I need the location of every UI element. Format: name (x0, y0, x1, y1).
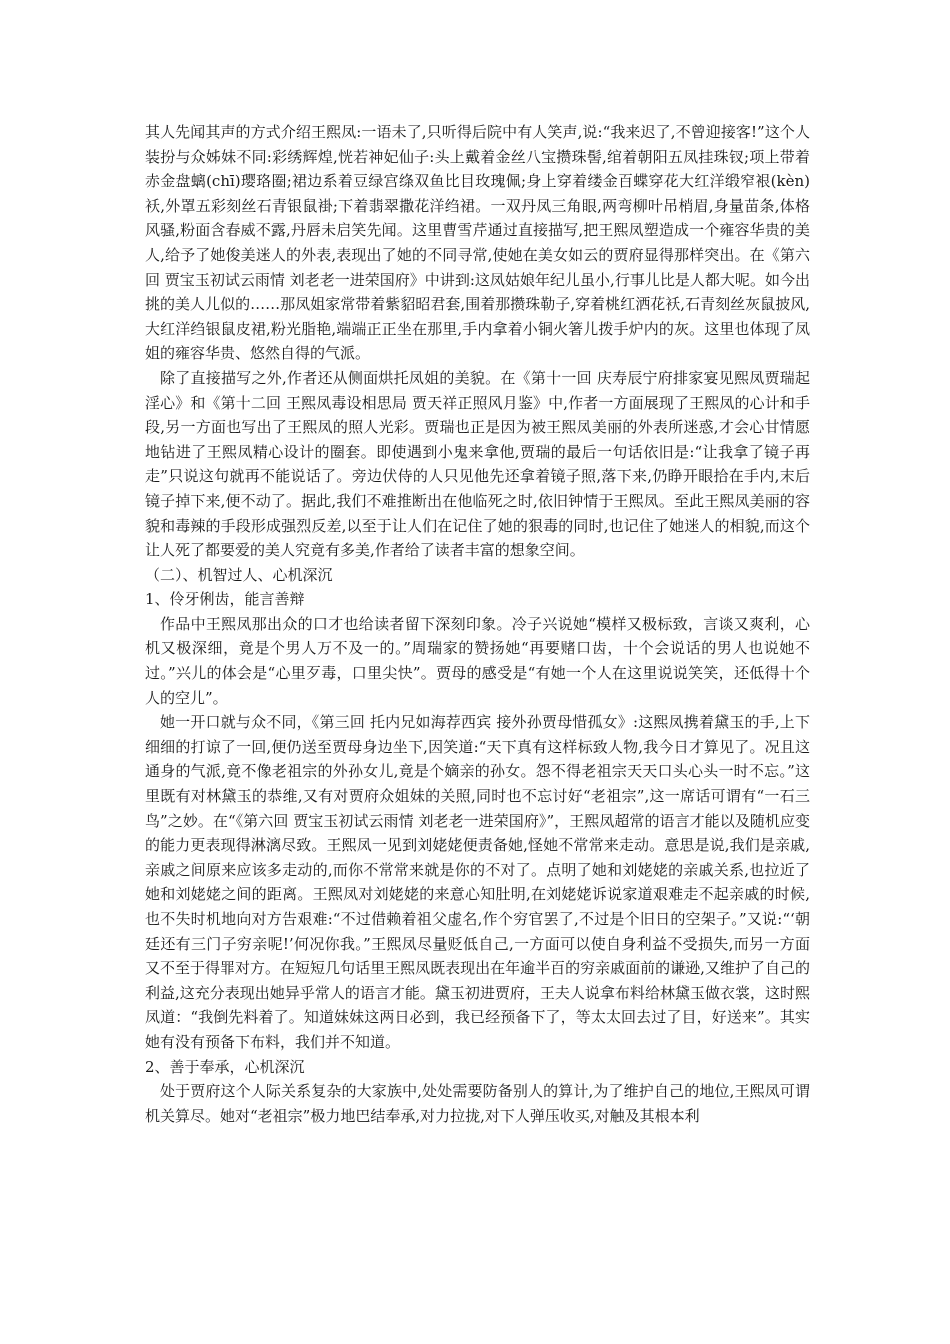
subsection-heading-eloquence: 1、伶牙俐齿，能言善辩 (145, 590, 305, 609)
document-page (145, 120, 810, 1128)
paragraph-eloquence-examples: 她一开口就与众不同，《第三回 托内兄如海荐西宾 接外孙贾母惜孤女》:这熙凤携着黛玉的手,上下细细的打谅了一回,便仍送至贾母身边坐下,因笑道:“天下真有这样标致人物,我今日才算见了。况且这通身的气派,竟不像老祖宗的外孙女儿,竟是个嫡亲的孙女。怨不得老祖宗天天口头心头一时不忘。”这里既有对林黛玉的恭维,又有对贾府众姐妹的关照,同时也不忘讨好“老祖宗”,这一席话可谓有“一石三鸟”之妙。在“《第六回 贾宝玉初试云雨情 刘老老一进荣国府》”，王熙凤超常的语言才能以及随机应变的能力更表现得淋漓尽致。王熙凤一见到刘姥姥便责备她,怪她不常常来走动。意思是说,我们是亲戚,亲戚之间原来应该多走动的,而你不常常来就是你的不对了。点明了她和刘姥姥的亲戚关系,也拉近了她和刘姥姥之间的距离。王熙凤对刘姥姥的来意心知肚明,在刘姥姥诉说家道艰难走不起亲戚的时候,也不失时机地向对方告艰难:“不过借赖着祖父虚名,作个穷官罢了,不过是个旧日的空架子。”又说:“‘朝廷还有三门子穷亲呢!’何况你我。”王熙凤尽量贬低自己,一方面可以使自身利益不受损失,而另一方面又不至于得罪对方。在短短几句话里王熙凤既表现出在年逾半百的穷亲戚面前的谦逊,又维护了自己的利益,这充分表现出她异乎常人的语言才能。黛玉初进贾府，王夫人说拿布料给林黛玉做衣裳，这时熙凤道：“我倒先料着了。知道妹妹这两日必到，我已经预备下了，等太太回去过了目，好送来”。其实她有没有预备下布料，我们并不知道。 (145, 713, 810, 1051)
paragraph-eloquence-praise: 作品中王熙凤那出众的口才也给读者留下深刻印象。冷子兴说她“模样又极标致，言谈又爽利，心机又极深细，竟是个男人万不及一的。”周瑞家的赞扬她“再要赌口齿，十个会说话的男人也说她不过。”兴儿的体会是“心里歹毒，口里尖快”。贾母的感受是“有她一个人在这里说说笑笑，还低得十个人的空儿”。 (145, 614, 810, 707)
paragraph-wang-xifeng-appearance: 其人先闻其声的方式介绍王熙凤:一语未了,只听得后院中有人笑声,说:“我来迟了,不曾迎接客!”这个人装扮与众姊妹不同:彩绣辉煌,恍若神妃仙子:头上戴着金丝八宝攒珠髻,绾着朝阳五凤挂珠钗;项上带着赤金盘螭(chī)璎珞圈;裙边系着豆绿宫绦双鱼比目玫瑰佩;身上穿着缕金百蝶穿花大红洋缎窄裉(kèn)袄,外罩五彩刻丝石青银鼠褂;下着翡翠撒花洋绉裙。一双丹凤三角眼,两弯柳叶吊梢眉,身量苗条,体格风骚,粉面含春威不露,丹唇未启笑先闻。这里曹雪芹通过直接描写,把王熙凤塑造成一个雍容华贵的美人,给予了她俊美迷人的外表,表现出了她的不同寻常,使她在美女如云的贾府显得那样突出。在《第六回 贾宝玉初试云雨情 刘老老一进荣国府》中讲到:这凤姑娘年纪儿虽小,行事儿比是人都大呢。如今出挑的美人儿似的……那凤姐家常带着紫貂昭君套,围着那攒珠勒子,穿着桃红洒花袄,石青刻丝灰鼠披风,大红洋绉银鼠皮裙,粉光脂艳,端端正正坐在那里,手内拿着小铜火箸儿拨手炉内的灰。这里也体现了凤姐的雍容华贵、悠然自得的气派。 (145, 123, 810, 363)
paragraph-indirect-description: 除了直接描写之外,作者还从侧面烘托凤姐的美貌。在《第十一回 庆寿辰宁府排家宴见熙凤贾瑞起淫心》和《第十二回 王熙凤毒设相思局 贾天祥正照风月鉴》中,作者一方面展现了王熙凤的心计和手段,另一方面也写出了王熙凤的照人光彩。贾瑞也正是因为被王熙凤美丽的外表所迷惑,才会心甘情愿地钻进了王熙凤精心设计的圈套。即使遇到小鬼来拿他,贾瑞的最后一句话依旧是:“让我拿了镜子再走”只说这句就再不能说话了。旁边伏侍的人只见他先还拿着镜子照,落下来,仍睁开眼拾在手内,末后镜子掉下来,便不动了。据此,我们不难推断出在他临死之时,依旧钟情于王熙凤。至此王熙凤美丽的容貌和毒辣的手段形成强烈反差,以至于让人们在记住了她的狠毒的同时,也记住了她迷人的相貌,而这个让人死了都要爱的美人究竟有多美,作者给了读者丰富的想象空间。 (145, 368, 810, 560)
section-heading-wit: （二）、机智过人、心机深沉 (145, 565, 333, 584)
subsection-heading-flattery: 2、善于奉承，心机深沉 (145, 1057, 305, 1076)
paragraph-flattery: 处于贾府这个人际关系复杂的大家族中,处处需要防备别人的算计,为了维护自己的地位,王熙凤可谓机关算尽。她对“老祖宗”极力地巴结奉承,对力拉拢,对下人弹压收买,对触及其根本利 (145, 1082, 810, 1125)
